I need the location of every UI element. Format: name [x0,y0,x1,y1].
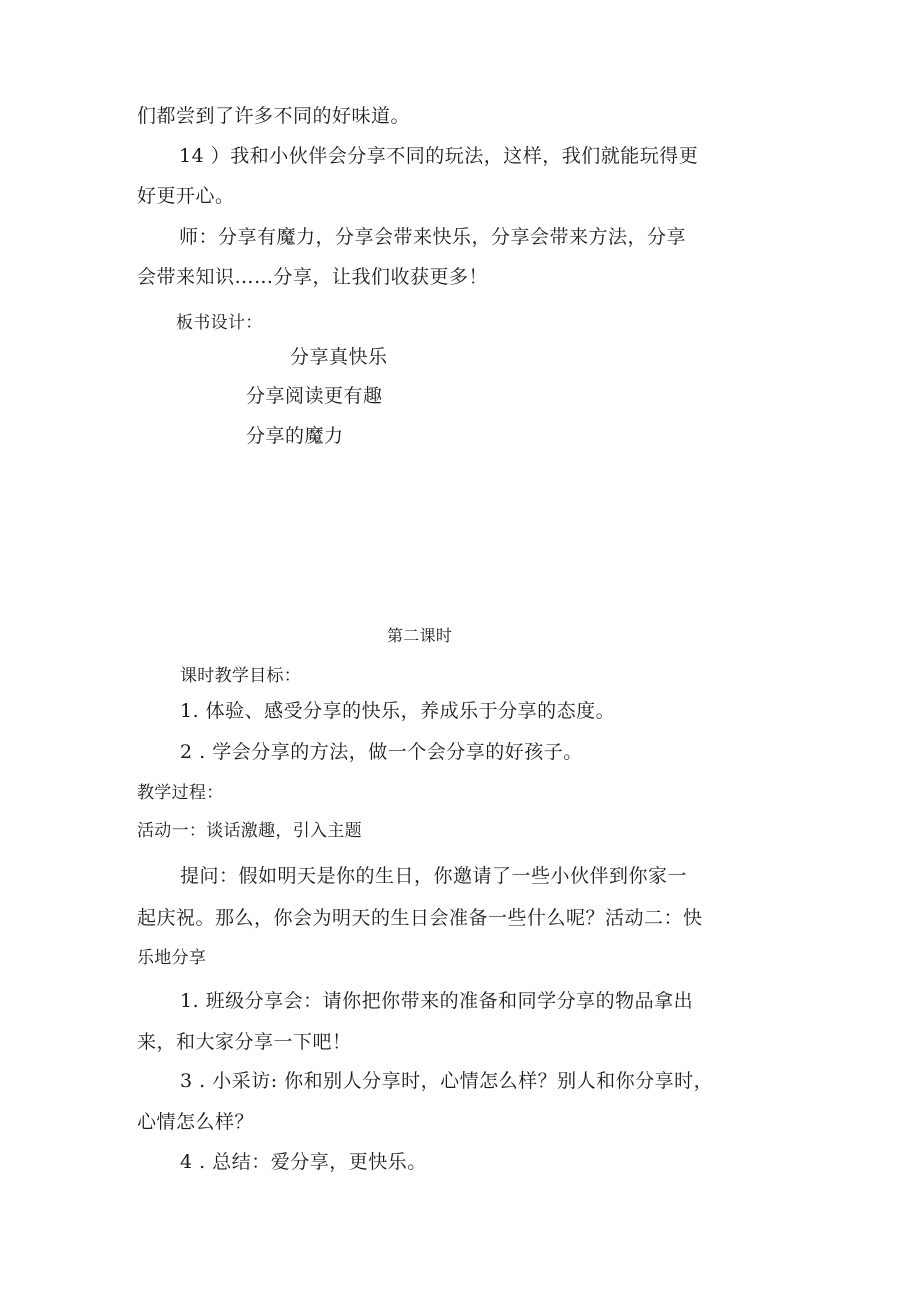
paragraph-line: 们都尝到了许多不同的好味道。 [137,105,411,127]
paragraph-line: 提问：假如明天是你的生日，你邀请了一些小伙伴到你家一 [180,865,688,887]
paragraph-line: 1. 班级分享会：请你把你带来的准备和同学分享的物品拿出 [180,990,694,1012]
paragraph-line: 起庆祝。那么，你会为明天的生日会准备一些什么呢？活动二：快 [137,907,703,929]
board-design-label: 板书设计： [176,313,263,333]
activity-heading: 活动一：谈话激趣，引入主题 [137,821,362,841]
paragraph-line: 心情怎么样？ [137,1111,255,1133]
paragraph-line: 来，和大家分享一下吧！ [137,1031,352,1053]
section-title: 第二课时 [387,626,453,645]
goal-item: 1. 体验、感受分享的快乐，养成乐于分享的态度。 [180,700,616,722]
board-design-title: 分享真快乐 [290,346,388,368]
board-design-item: 分享阅读更有趣 [246,385,383,407]
goals-label: 课时教学目标： [180,666,302,686]
goal-item: 2 . 学会分享的方法，做一个会分享的好孩子。 [180,741,583,763]
paragraph-line: 乐地分享 [137,948,207,968]
process-label: 教学过程： [137,783,224,803]
paragraph-line: 好更开心。 [137,185,235,207]
paragraph-line: 3 . 小采访: 你和别人分享时，心情怎么样？别人和你分享时， [180,1070,714,1092]
paragraph-line: 14 ）我和小伙伴会分享不同的玩法，这样，我们就能玩得更 [179,145,699,167]
paragraph-line: 4 . 总结：爱分享，更快乐。 [180,1151,427,1173]
paragraph-line: 师：分享有魔力，分享会带来快乐，分享会带来方法，分享 [179,226,687,248]
board-design-item: 分享的魔力 [246,425,344,447]
paragraph-line: 会带来知识……分享，让我们收获更多！ [137,266,489,288]
